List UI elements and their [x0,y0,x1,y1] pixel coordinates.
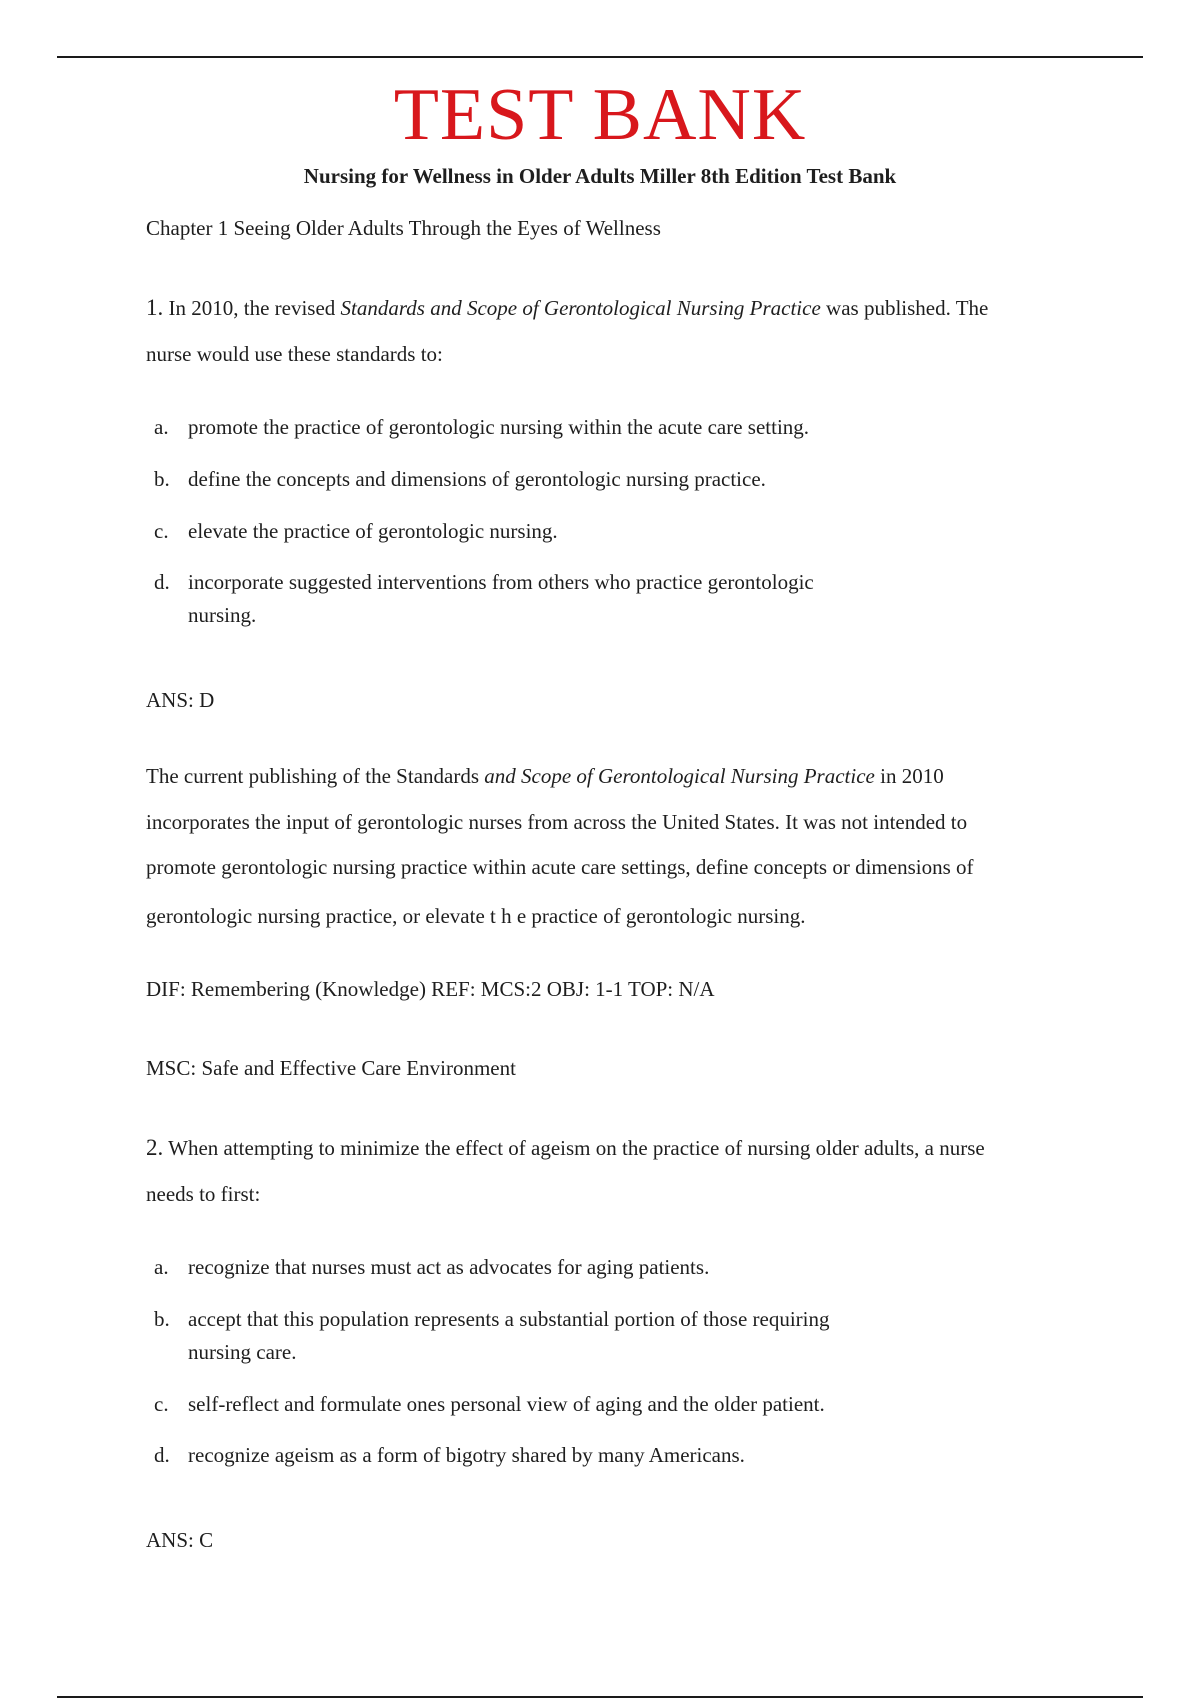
question-1-stem-italic: Standards and Scope of Gerontological Nursing Practice [340,296,821,320]
option-text: self-reflect and formulate ones personal view of aging and the older patient. [188,1392,825,1416]
option-letter: b. [154,1307,170,1331]
question-2-stem [146,1134,985,1162]
question-1-stem [146,294,988,322]
option-letter: c. [154,1392,169,1416]
option-letter: d. [154,570,170,594]
rationale-line-4: gerontologic nursing practice, or elevate t h e practice of gerontologic nursing. [146,904,806,928]
question-2-stem-line1: When attempting to minimize the effect of ageism on the practice of nursing older adults, a nurse [168,1136,985,1160]
option-text: define the concepts and dimensions of gerontologic nursing practice. [188,467,766,491]
option-letter: c. [154,519,169,543]
rationale-line-1 [146,762,944,790]
bottom-rule [57,1696,1143,1698]
question-1-answer: ANS: D [146,688,215,712]
question-1-number: 1. [146,295,164,320]
rationale-line-1-before: The current publishing of the Standards [146,764,480,788]
option-letter: a. [154,1255,169,1279]
rationale-line-1-italic: and Scope of Gerontological Nursing Practice [484,764,875,788]
option-text: elevate the practice of gerontologic nursing. [188,519,558,543]
option-letter: a. [154,415,169,439]
option-text: promote the practice of gerontologic nursing within the acute care setting. [188,415,810,439]
option-text-continued: nursing care. [188,1340,297,1364]
option-letter: d. [154,1443,170,1467]
rationale-line-1-after: in 2010 [880,764,944,788]
document-title: TEST BANK [393,74,807,156]
chapter-heading: Chapter 1 Seeing Older Adults Through the Eyes of Wellness [146,216,661,240]
option-letter: b. [154,467,170,491]
document-subtitle: Nursing for Wellness in Older Adults Miller 8th Edition Test Bank [303,164,897,188]
question-1-stem-after: was published. The [826,296,989,320]
question-2-stem-line2: needs to first: [146,1182,261,1206]
question-1-stem-before: In 2010, the revised [168,296,336,320]
question-1-stem-line2: nurse would use these standards to: [146,342,443,366]
question-2-answer: ANS: C [146,1528,214,1552]
option-text-continued: nursing. [188,603,257,627]
top-rule [57,56,1143,58]
question-2-number: 2. [146,1135,164,1160]
rationale-line-3: promote gerontologic nursing practice within acute care settings, define concepts or dimensions of [146,855,974,879]
question-1-msc: MSC: Safe and Effective Care Environment [146,1056,516,1080]
question-1-meta: DIF: Remembering (Knowledge) REF: MCS:2 OBJ: 1-1 TOP: N/A [146,977,715,1001]
option-text: recognize that nurses must act as advocates for aging patients. [188,1255,710,1279]
option-text: incorporate suggested interventions from others who practice gerontologic [188,570,814,594]
option-text: recognize ageism as a form of bigotry shared by many Americans. [188,1443,745,1467]
option-text: accept that this population represents a substantial portion of those requiring [188,1307,830,1331]
rationale-line-2: incorporates the input of gerontologic nurses from across the United States. It was not intended to [146,810,968,834]
